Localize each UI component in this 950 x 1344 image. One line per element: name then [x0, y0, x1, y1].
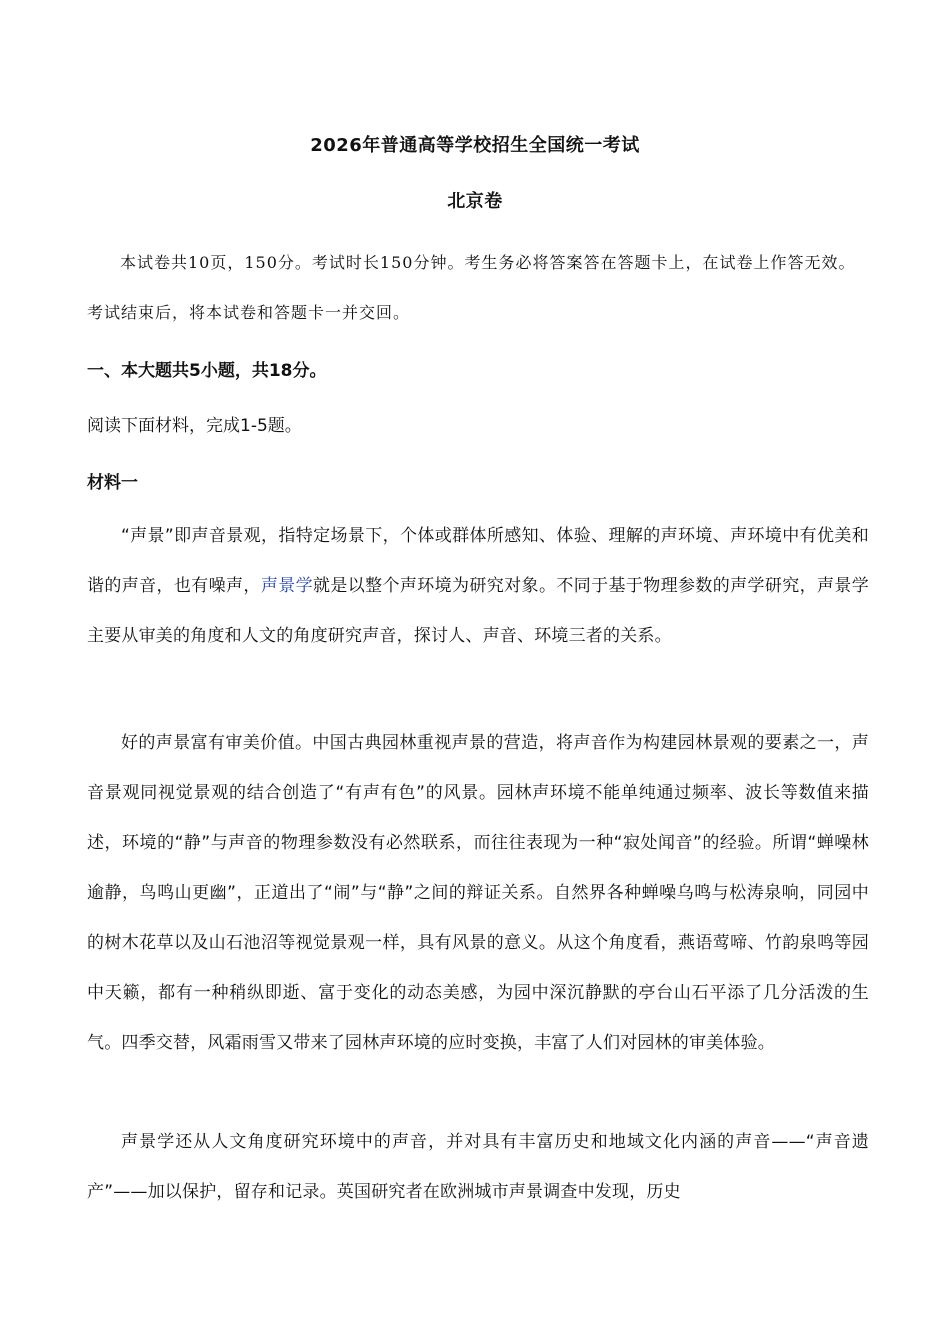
exam-title: 2026年普通高等学校招生全国统一考试 [310, 135, 640, 156]
material-paragraph-1 [87, 511, 869, 661]
exam-notice: 本试卷共10页，150分。考试时长150分钟。考生务必将答案答在答题卡上，在试卷上作答无效。考试结束后，将本试卷和答题卡一并交回。 [87, 253, 856, 322]
reading-instruction: 阅读下面材料，完成1-5题。 [87, 416, 302, 436]
material-title: 材料一 [87, 473, 138, 493]
material-paragraph-3: 声景学还从人文角度研究环境中的声音，并对具有丰富历史和地域文化内涵的声音——“声音遗产”——加以保护，留存和记录。英国研究者在欧洲城市声景调查中发现，历史 [87, 1132, 869, 1202]
section-heading: 一、本大题共5小题，共18分。 [87, 361, 327, 381]
material-paragraph-2: 好的声景富有审美价值。中国古典园林重视声景的营造，将声音作为构建园林景观的要素之一，声音景观同视觉景观的结合创造了“有声有色”的风景。园林声环境不能单纯通过频率、波长等数值来描述，环境的“静”与声音的物理参数没有必然联系，而往往表现为一种“寂处闻音”的经验。所谓“蝉噪林逾静，鸟鸣山更幽”，正道出了“闹”与“静”之间的辩证关系。自然界各种蝉噪乌鸣与松涛泉响，同园中的树木花草以及山石池沼等视觉景观一样，具有风景的意义。从这个角度看，燕语莺啼、竹韵泉鸣等园中天籁，都有一种稍纵即逝、富于变化的动态美感，为园中深沉静默的亭台山石平添了几分活泼的生气。四季交替，风霜雨雪又带来了园林声环境的应时变换，丰富了人们对园林的审美体验。 [87, 733, 869, 1053]
paragraph-1-text-start: “声景”即声音景观，指特定场景下，个体或群体所感知、体验、理解的声环境、声环境中有优美和谐的声音，也有噪声， [87, 526, 869, 596]
paragraph-1-text-end: 就是以整个声环境为研究对象。不同于基于物理参数的声学研究，声景学主要从审美的角度和人文的角度研究声音，探讨人、声音、环境三者的关系。 [87, 576, 870, 646]
soundscape-term-link[interactable]: 声景学 [260, 576, 313, 596]
exam-subtitle: 北京卷 [447, 191, 503, 212]
